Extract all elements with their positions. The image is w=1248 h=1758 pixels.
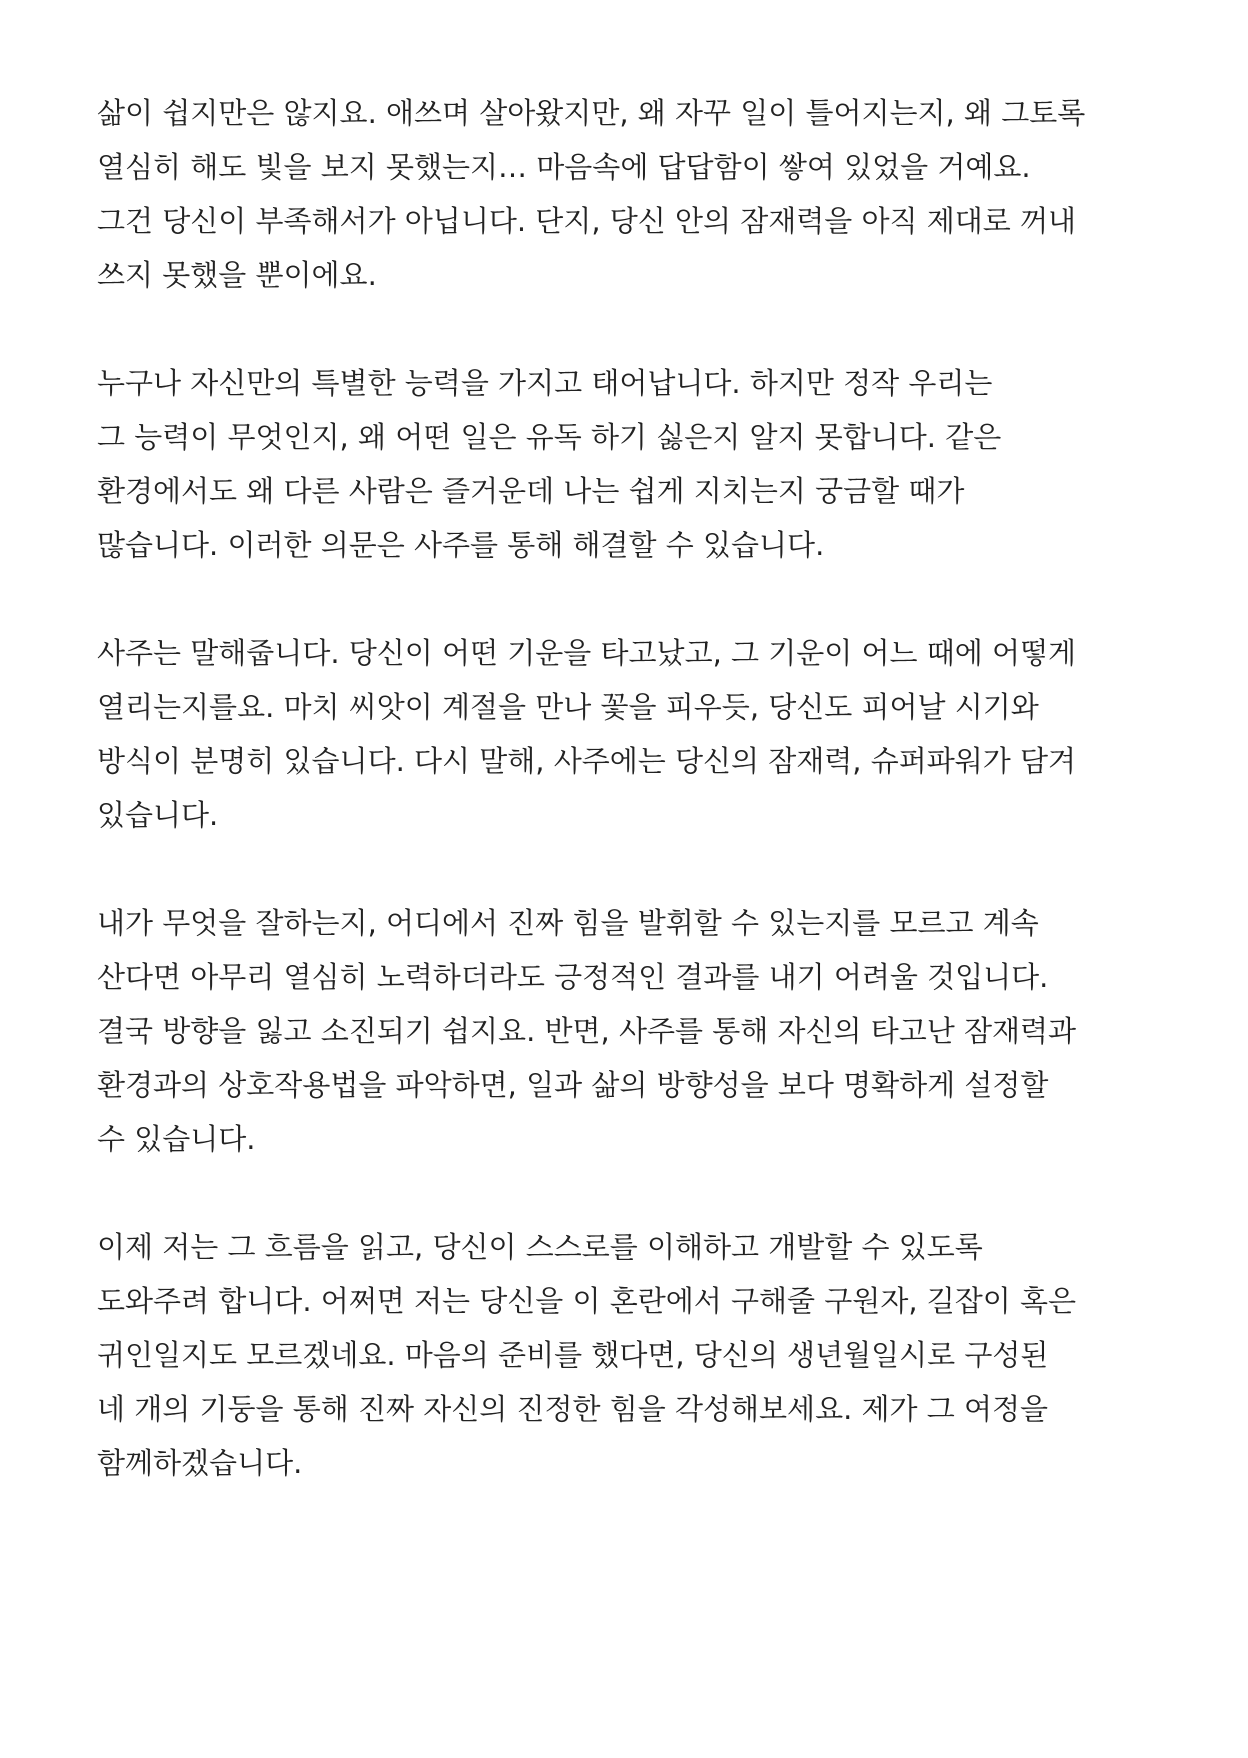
text-line: 귀인일지도 모르겠네요. 마음의 준비를 했다면, 당신의 생년월일시로 구성된	[97, 1338, 1049, 1372]
paragraph-5	[97, 1220, 1187, 1490]
paragraph-1	[97, 86, 1187, 302]
text-line: 결국 방향을 잃고 소진되기 쉽지요. 반면, 사주를 통해 자신의 타고난 잠재력과	[97, 1014, 1077, 1048]
paragraph-4	[97, 896, 1187, 1166]
body-text	[97, 86, 1187, 1544]
text-line: 그건 당신이 부족해서가 아닙니다. 단지, 당신 안의 잠재력을 아직 제대로 꺼내	[97, 204, 1077, 238]
text-line: 열심히 해도 빛을 보지 못했는지… 마음속에 답답함이 쌓여 있었을 거예요.	[97, 150, 1031, 184]
text-line: 있습니다.	[97, 798, 219, 832]
text-line: 방식이 분명히 있습니다. 다시 말해, 사주에는 당신의 잠재력, 슈퍼파워가 담겨	[97, 744, 1077, 778]
paragraph-2	[97, 356, 1187, 572]
text-line: 삶이 쉽지만은 않지요. 애쓰며 살아왔지만, 왜 자꾸 일이 틀어지는지, 왜 그토록	[97, 96, 1086, 130]
text-line: 사주는 말해줍니다. 당신이 어떤 기운을 타고났고, 그 기운이 어느 때에 어떻게	[97, 636, 1077, 670]
text-line: 쓰지 못했을 뿐이에요.	[97, 258, 377, 292]
text-line: 누구나 자신만의 특별한 능력을 가지고 태어납니다. 하지만 정작 우리는	[97, 366, 993, 400]
text-line: 수 있습니다.	[97, 1122, 256, 1156]
text-line: 환경과의 상호작용법을 파악하면, 일과 삶의 방향성을 보다 명확하게 설정할	[97, 1068, 1049, 1102]
text-line: 많습니다. 이러한 의문은 사주를 통해 해결할 수 있습니다.	[97, 528, 825, 562]
text-line: 산다면 아무리 열심히 노력하더라도 긍정적인 결과를 내기 어려울 것입니다.	[97, 960, 1049, 994]
text-line: 환경에서도 왜 다른 사람은 즐거운데 나는 쉽게 지치는지 궁금할 때가	[97, 474, 965, 508]
text-line: 그 능력이 무엇인지, 왜 어떤 일은 유독 하기 싫은지 알지 못합니다. 같은	[97, 420, 1002, 454]
text-line: 열리는지를요. 마치 씨앗이 계절을 만나 꽃을 피우듯, 당신도 피어날 시기와	[97, 690, 1039, 724]
text-line: 내가 무엇을 잘하는지, 어디에서 진짜 힘을 발휘할 수 있는지를 모르고 계속	[97, 906, 1039, 940]
text-line: 도와주려 합니다. 어쩌면 저는 당신을 이 혼란에서 구해줄 구원자, 길잡이 혹은	[97, 1284, 1077, 1318]
text-line: 함께하겠습니다.	[97, 1446, 303, 1480]
paragraph-3	[97, 626, 1187, 842]
text-line: 이제 저는 그 흐름을 읽고, 당신이 스스로를 이해하고 개발할 수 있도록	[97, 1230, 983, 1264]
text-line: 네 개의 기둥을 통해 진짜 자신의 진정한 힘을 각성해보세요. 제가 그 여정을	[97, 1392, 1049, 1426]
